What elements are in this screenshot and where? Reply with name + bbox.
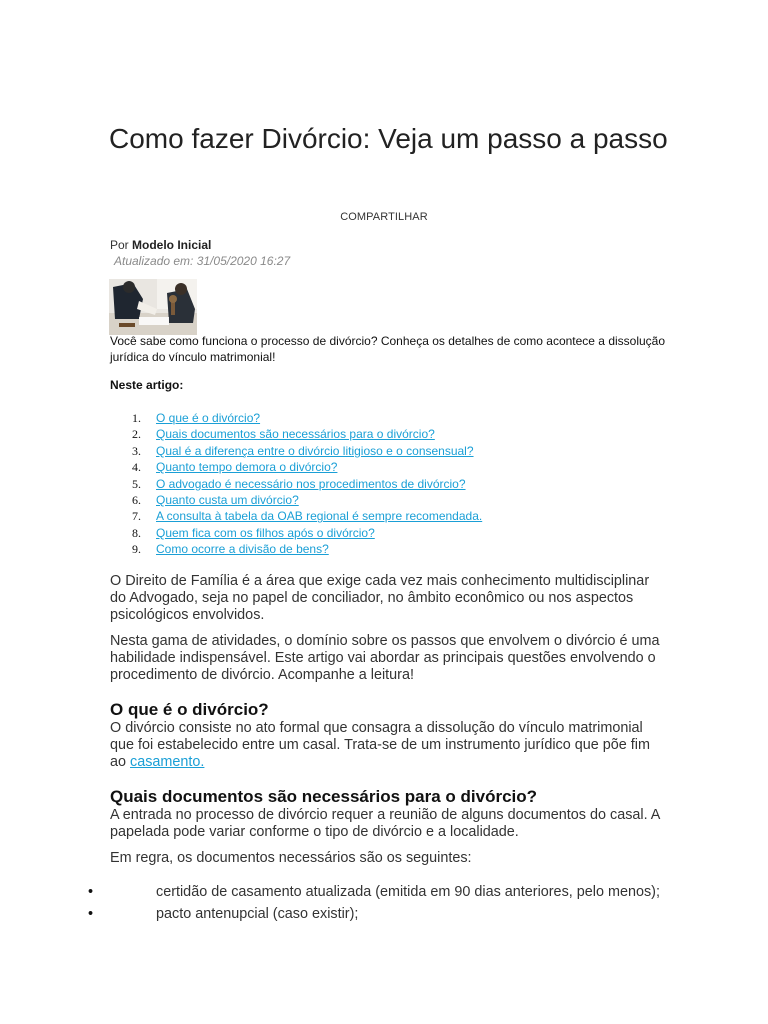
toc-item	[110, 541, 482, 557]
toc-number: 8.	[132, 525, 141, 540]
byline	[110, 238, 211, 252]
toc-number: 6.	[132, 493, 141, 508]
toc-link[interactable]: Quanto tempo demora o divórcio?	[156, 460, 338, 475]
toc-item	[110, 492, 482, 508]
toc-heading: Neste artigo:	[110, 378, 184, 392]
toc-item	[110, 410, 482, 426]
section-heading-docs: Quais documentos são necessários para o divórcio?	[110, 787, 538, 806]
toc-link[interactable]: O que é o divórcio?	[156, 411, 261, 425]
casamento-link[interactable]: casamento.	[130, 754, 205, 771]
byline-prefix: Por	[110, 238, 133, 252]
toc-number: 1.	[132, 411, 141, 425]
toc-item	[110, 525, 482, 541]
body-paragraph	[110, 720, 660, 772]
toc-link[interactable]: O advogado é necessário nos procedimentos de divórcio?	[156, 476, 466, 491]
toc-item	[110, 476, 482, 492]
toc-link[interactable]: A consulta à tabela da OAB regional é sempre recomendada.	[156, 509, 483, 524]
toc-number: 7.	[132, 509, 141, 524]
toc-number: 5.	[132, 476, 141, 491]
article-title: Como fazer Divórcio: Veja um passo a passo	[109, 123, 668, 154]
toc-number: 3.	[132, 443, 141, 458]
body-paragraph: O Direito de Família é a área que exige cada vez mais conhecimento multidisciplinar do Advogado, seja no papel de conciliador, no âmbito econômico ou nos aspectos psicológicos envolvidos.	[110, 573, 650, 624]
toc-link[interactable]: Qual é a diferença entre o divórcio litigioso e o consensual?	[156, 443, 474, 458]
toc-link[interactable]: Como ocorre a divisão de bens?	[156, 542, 329, 557]
bullet-icon: •	[88, 884, 94, 900]
toc-link[interactable]: Quem fica com os filhos após o divórcio?	[156, 525, 375, 540]
table-of-contents	[110, 410, 482, 558]
toc-number: 2.	[132, 427, 141, 442]
article-thumbnail	[109, 279, 197, 335]
toc-item	[110, 508, 482, 524]
toc-item	[110, 459, 482, 475]
toc-link[interactable]: Quais documentos são necessários para o divórcio?	[156, 427, 435, 442]
toc-item	[110, 426, 482, 442]
section-heading-what: O que é o divórcio?	[110, 700, 269, 719]
body-paragraph: Em regra, os documentos necessários são os seguintes:	[110, 850, 472, 866]
bullet-icon: •	[88, 906, 94, 922]
list-item-text: certidão de casamento atualizada (emitida em 90 dias anteriores, pelo menos);	[156, 884, 660, 900]
paragraph-text: O divórcio consiste no ato formal que consagra a dissolução do vínculo matrimonial que foi estabelecido entre um casal. Trata-se de um instrumento jurídico que põe fim ao	[110, 720, 650, 771]
author-name[interactable]: Modelo Inicial	[132, 238, 212, 252]
documents-list	[88, 884, 660, 928]
list-item-text: pacto antenupcial (caso existir);	[156, 906, 359, 922]
toc-item	[110, 443, 482, 459]
body-paragraph: A entrada no processo de divórcio requer a reunião de alguns documentos do casal. A papelada pode variar conforme o tipo de divórcio e a localidade.	[110, 807, 660, 841]
body-paragraph: Nesta gama de atividades, o domínio sobre os passos que envolvem o divórcio é uma habilidade indispensável. Este artigo vai abordar as principais questões envolvendo o procedimento de divórcio. Acompanhe a leitura!	[110, 633, 660, 684]
article-intro: Você sabe como funciona o processo de divórcio? Conheça os detalhes de como acontece a dissolução jurídica do vínculo matrimonial!	[110, 334, 666, 364]
toc-number: 4.	[132, 460, 141, 475]
share-button[interactable]: COMPARTILHAR	[340, 211, 428, 223]
list-item	[88, 906, 660, 923]
toc-number: 9.	[132, 542, 141, 557]
toc-link[interactable]: Quanto custa um divórcio?	[156, 493, 299, 508]
updated-timestamp: Atualizado em: 31/05/2020 16:27	[114, 254, 291, 268]
list-item	[88, 884, 660, 901]
